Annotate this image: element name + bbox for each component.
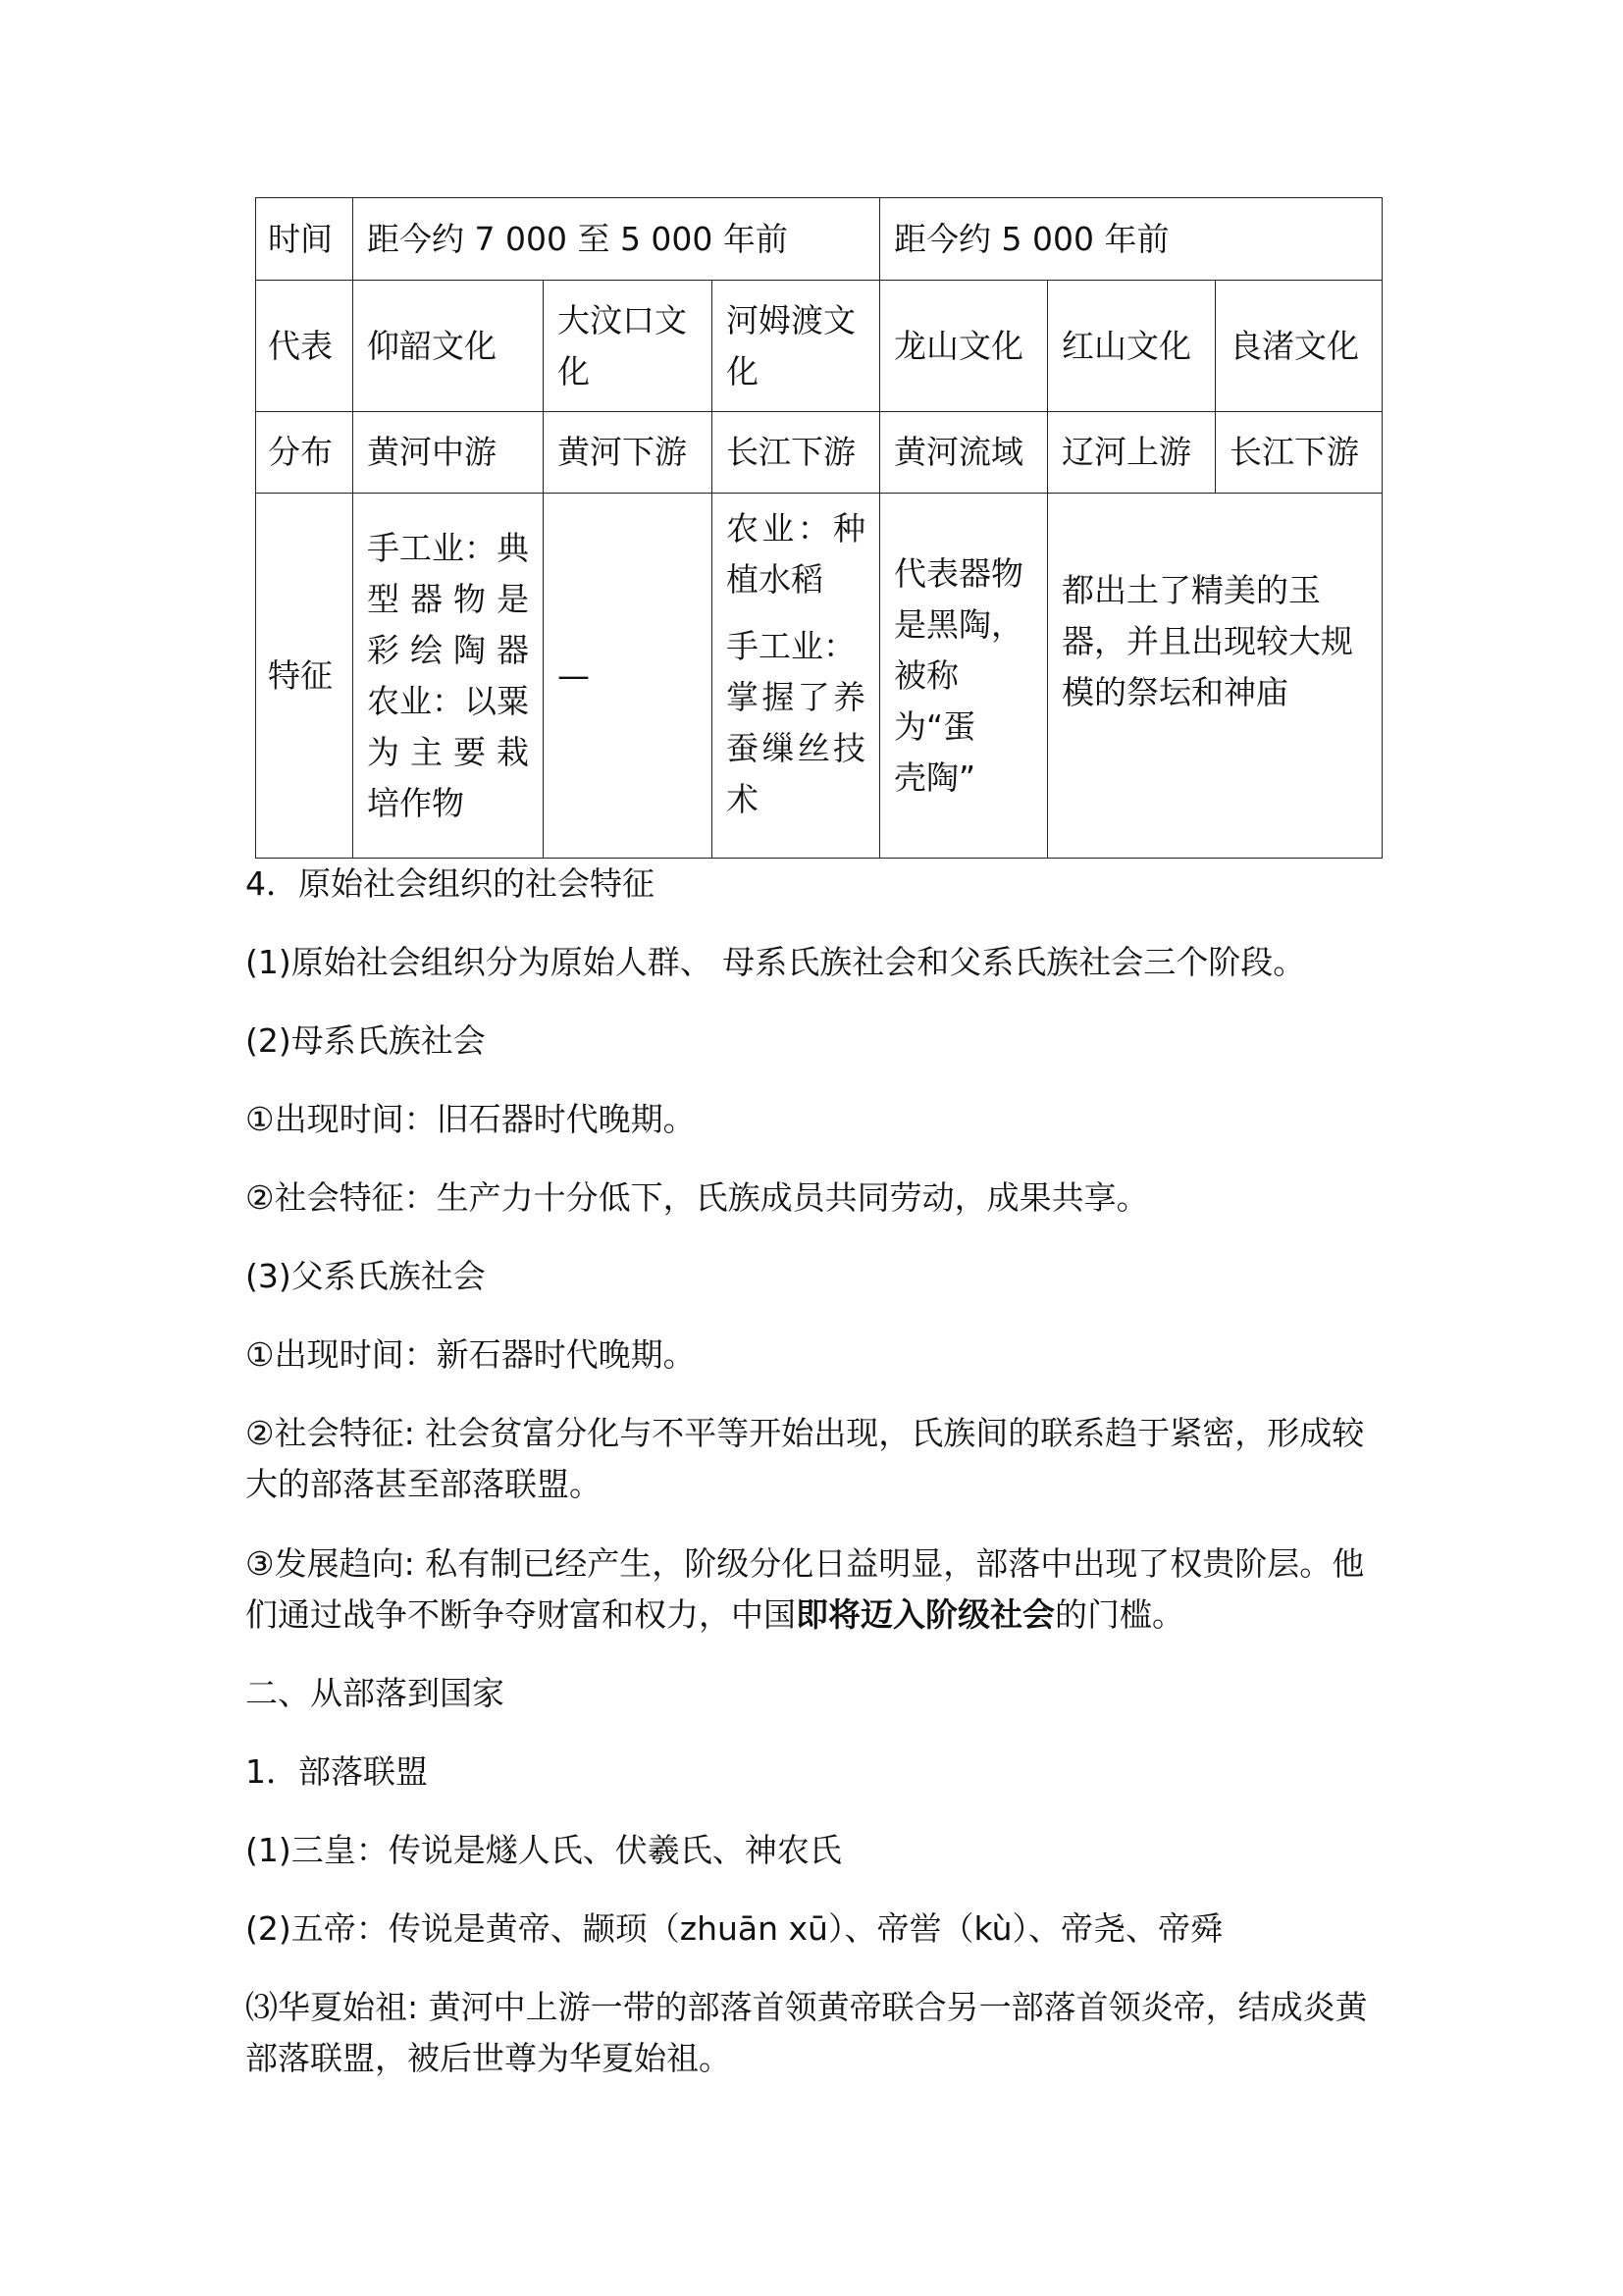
feature-line: 彩绘陶器 [367,630,529,669]
feature-line: 培作物 [367,783,464,822]
feature-line: 代表器物 [894,553,1024,593]
feature-longshan [880,494,1048,859]
label-distribution: 分布 [256,412,353,494]
culture-table [255,197,1383,859]
feature-dawenkou: — [544,494,712,859]
feature-line: 农业：种 [726,509,866,548]
paragraph-stages: (1)原始社会组织分为原始人群、 母系氏族社会和父系氏族社会三个阶段。 [245,943,1306,981]
culture-yangshao: 仰韶文化 [353,281,544,412]
trend-text: ③发展趋向: 私有制已经产生，阶级分化日益明显，部落中出现了权贵阶层。他们通过战争不断争夺财富和权力，中国 [245,1544,1365,1634]
feature-hemudu [712,494,880,859]
matrilineal-time: ①出现时间：旧石器时代晚期。 [245,1100,696,1138]
five-emperors: (2)五帝：传说是黄帝、颛顼（zhuān xū）、帝喾（kù）、帝尧、帝舜 [245,1909,1223,1948]
feature-line: 农业：以粟 [367,681,529,720]
feature-line: 手工业：典 [367,528,529,567]
culture-dawenkou: 大汶口文化 [544,281,712,412]
feature-line: 被称为“蛋 [894,655,976,746]
culture-hongshan: 红山文化 [1048,281,1216,412]
feature-yangshao [353,494,544,859]
feature-line: 型器物是 [367,579,529,618]
trend-text-end: 的门槛。 [1055,1595,1184,1634]
patrilineal-heading: (3)父系氏族社会 [245,1257,486,1295]
patrilineal-feature: ②社会特征: 社会贫富分化与不平等开始出现，氏族间的联系趋于紧密，形成较大的部落甚至部落联盟。 [245,1414,1365,1503]
tribal-alliance-heading: 1．部落联盟 [245,1752,428,1791]
table-row-time [256,198,1383,281]
dist-liangzhu: 长江下游 [1216,412,1383,494]
patrilineal-trend [245,1539,1393,1641]
table-row-representative [256,281,1383,412]
feature-line: 是黑陶， [894,604,1024,644]
dist-longshan: 黄河流域 [880,412,1048,494]
dist-hongshan: 辽河上游 [1048,412,1216,494]
section-4-heading: 4．原始社会组织的社会特征 [245,864,654,903]
dist-yangshao: 黄河中游 [353,412,544,494]
time-5000: 距今约 5 000 年前 [880,198,1383,281]
dist-hemudu: 长江下游 [712,412,880,494]
culture-longshan: 龙山文化 [880,281,1048,412]
feature-line: 蚕缫丝技 [726,729,866,767]
table-row-distribution [256,412,1383,494]
label-features: 特征 [256,494,353,859]
feature-line: 为主要栽 [367,732,529,771]
feature-line: 植水稻 [726,560,823,599]
feature-line: 壳陶” [894,757,976,797]
label-representative: 代表 [256,281,353,412]
time-7000-5000: 距今约 7 000 至 5 000 年前 [353,198,880,281]
label-time: 时间 [256,198,353,281]
patrilineal-time: ①出现时间：新石器时代晚期。 [245,1335,696,1374]
table-row-features [256,494,1383,859]
dist-dawenkou: 黄河下游 [544,412,712,494]
culture-hemudu: 河姆渡文化 [712,281,880,412]
matrilineal-heading: (2)母系氏族社会 [245,1021,486,1060]
trend-emphasis: 即将迈入阶级社会 [796,1595,1055,1634]
matrilineal-feature: ②社会特征：生产力十分低下，氏族成员共同劳动，成果共享。 [245,1178,1149,1217]
feature-line: 术 [726,780,759,818]
culture-liangzhu: 良渚文化 [1216,281,1383,412]
feature-line: 手工业： [726,627,856,665]
section-2-heading: 二、从部落到国家 [245,1674,504,1712]
three-sovereigns: (1)三皇：传说是燧人氏、伏羲氏、神农氏 [245,1831,842,1869]
huaxia-ancestor: ⑶华夏始祖: 黄河中上游一带的部落首领黄帝联合另一部落首领炎帝，结成炎黄部落联盟，被后世尊为华夏始祖。 [245,1988,1368,2077]
feature-line: 掌握了养 [726,678,866,716]
feature-hongshan-liangzhu: 都出土了精美的玉器，并且出现较大规模的祭坛和神庙 [1048,494,1383,859]
